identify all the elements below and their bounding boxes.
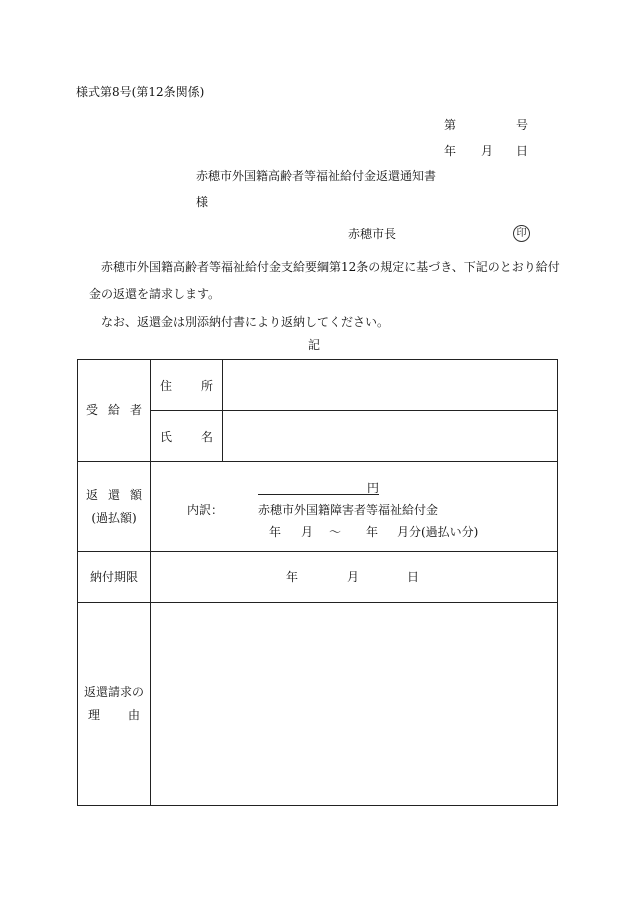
- breakdown-item: 赤穂市外国籍障害者等福祉給付金: [258, 502, 439, 517]
- refund-amount-cell[interactable]: [151, 462, 558, 552]
- deadline-month: 月: [347, 570, 360, 584]
- document-number-suffix: 号: [516, 118, 529, 132]
- address-label: 住 所: [160, 378, 213, 393]
- body-text-line3: なお、返還金は別添納付書により返納してください。: [101, 315, 390, 329]
- name-value-cell[interactable]: [223, 411, 558, 462]
- deadline-row: [78, 552, 558, 603]
- name-label-cell: [151, 411, 223, 462]
- period-month-end: 月分(過払い分): [397, 524, 479, 539]
- document-number-prefix: 第: [444, 118, 457, 132]
- amount-underline: [258, 482, 379, 495]
- deadline-label-cell: [78, 552, 151, 603]
- reason-row: [78, 603, 558, 806]
- refund-label-cell: [78, 462, 151, 552]
- deadline-label: 納付期限: [89, 569, 138, 584]
- deadline-year: 年: [286, 570, 299, 584]
- address-row: [78, 360, 558, 411]
- breakdown-label: 内訳：: [187, 502, 224, 517]
- refund-form-table: [77, 359, 558, 806]
- reason-value-cell[interactable]: [151, 603, 558, 806]
- deadline-value-cell[interactable]: [151, 552, 558, 603]
- body-text-line1: 赤穂市外国籍高齢者等福祉給付金支給要綱第12条の規定に基づき、下記のとおり給付: [101, 260, 560, 274]
- date-year: 年: [444, 144, 457, 158]
- reason-label-line1: 返還請求の: [83, 685, 144, 700]
- overpaid-label: (過払額): [91, 510, 137, 525]
- seal-icon: 印: [513, 225, 530, 242]
- recipient-label-cell: [78, 360, 151, 462]
- period-year-start: 年: [269, 524, 282, 539]
- addressee-suffix: 様: [196, 195, 209, 209]
- deadline-day: 日: [407, 570, 420, 584]
- address-label-cell: [151, 360, 223, 411]
- yen-unit: 円: [367, 480, 380, 495]
- period-tilde: ～: [329, 524, 342, 539]
- refund-amount-row: [78, 462, 558, 552]
- reason-label-cell: [78, 603, 151, 806]
- address-value-cell[interactable]: [223, 360, 558, 411]
- document-title: 赤穂市外国籍高齢者等福祉給付金返還通知書: [196, 169, 437, 183]
- name-label: 氏 名: [160, 429, 213, 444]
- issuer-name: 赤穂市長: [348, 227, 397, 241]
- date-month: 月: [481, 144, 494, 158]
- period-year-end: 年: [366, 524, 379, 539]
- date-day: 日: [516, 144, 529, 158]
- reason-label-line2: 理 由: [88, 708, 140, 722]
- body-text-line2: 金の返還を請求します。: [89, 287, 221, 301]
- refund-label: 返 還 額: [86, 487, 142, 502]
- period-month-start: 月: [301, 524, 314, 539]
- ki-heading: 記: [308, 338, 321, 352]
- form-style-number: 様式第8号(第12条関係): [76, 85, 205, 99]
- recipient-label: 受 給 者: [86, 403, 142, 418]
